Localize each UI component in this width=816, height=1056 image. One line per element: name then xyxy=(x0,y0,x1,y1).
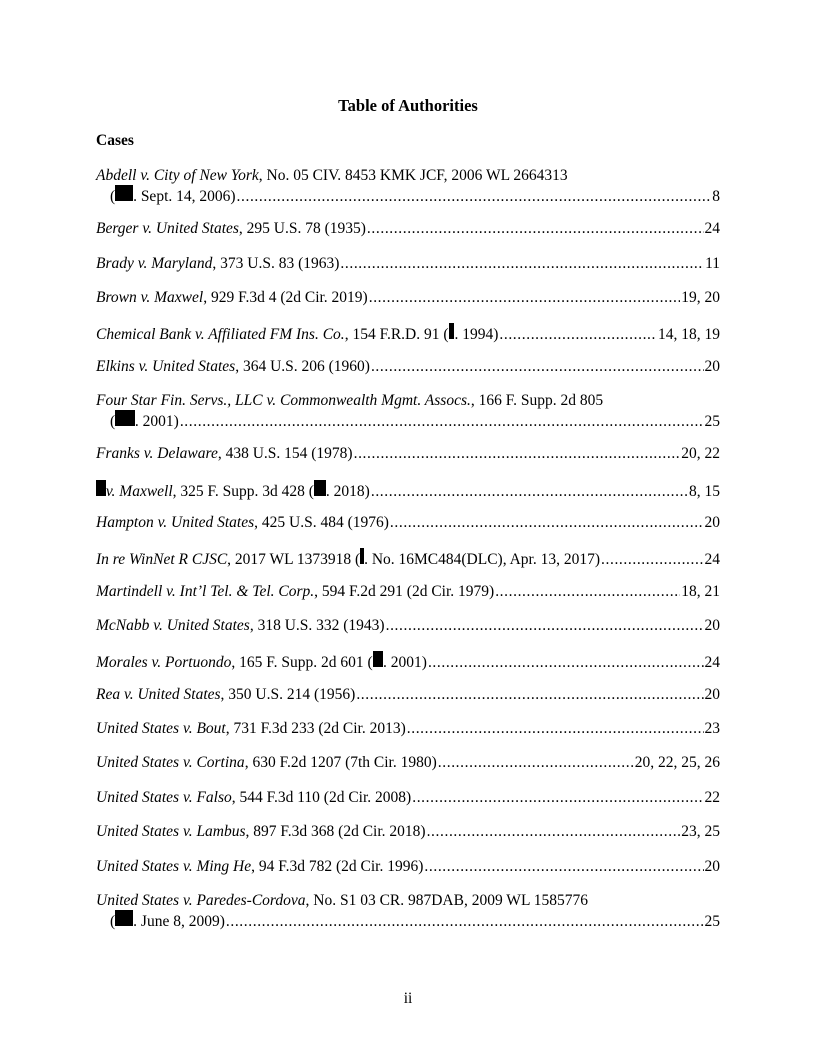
dot-leader xyxy=(356,686,703,704)
case-name: Rea v. United States xyxy=(96,686,221,703)
page-ref: 11 xyxy=(705,255,720,272)
case-name: United States v. Paredes-Cordova xyxy=(96,892,306,909)
citation: , 897 F.3d 368 (2d Cir. 2018) xyxy=(245,823,426,840)
case-name: Berger v. United States xyxy=(96,220,239,237)
citation: , 94 F.3d 782 (2d Cir. 1996) xyxy=(251,858,424,875)
dot-leader xyxy=(427,823,681,841)
citation: , 731 F.3d 233 (2d Cir. 2013) xyxy=(225,720,406,737)
dot-leader xyxy=(428,654,704,672)
citation: . No. 16MC484(DLC), Apr. 13, 2017) xyxy=(364,551,601,568)
dot-leader xyxy=(371,358,704,376)
page-ref: 8, 15 xyxy=(688,483,720,500)
dot-leader xyxy=(386,617,704,635)
toc-entry xyxy=(96,514,720,532)
citation: , 318 U.S. 332 (1943) xyxy=(249,617,385,634)
dot-leader xyxy=(369,289,681,307)
case-name: Martindell v. Int’l Tel. & Tel. Corp. xyxy=(96,583,315,600)
redaction-bar xyxy=(373,651,383,667)
citation: , 594 F.2d 291 (2d Cir. 1979) xyxy=(314,583,495,600)
page-ref: 24 xyxy=(704,654,720,671)
citation: , 630 F.2d 1207 (7th Cir. 1980) xyxy=(244,754,437,771)
case-name: United States v. Cortina xyxy=(96,754,245,771)
case-name: United States v. Lambus xyxy=(96,823,246,840)
citation: , 425 U.S. 484 (1976) xyxy=(254,514,389,531)
dot-leader xyxy=(438,754,634,772)
page-ref: 20 xyxy=(704,686,720,703)
toc-entry xyxy=(96,445,720,463)
citation: , 438 U.S. 154 (1978) xyxy=(217,445,353,462)
citation: , 295 U.S. 78 (1935) xyxy=(238,220,366,237)
case-name: Four Star Fin. Servs., LLC v. Commonwealth Mgmt. Assocs. xyxy=(96,392,471,409)
case-name: Elkins v. United States xyxy=(96,358,236,375)
citation: , 373 U.S. 83 (1963) xyxy=(212,255,340,272)
dot-leader xyxy=(412,789,703,807)
page-title: Table of Authorities xyxy=(338,96,478,115)
citation: . 2018) xyxy=(325,483,370,500)
redaction-bar xyxy=(115,185,133,201)
page-ref: 8 xyxy=(712,188,720,205)
case-name: Morales v. Portuondo xyxy=(96,654,232,671)
page-ref: 19, 20 xyxy=(681,289,720,306)
page-ref: 20 xyxy=(704,617,720,634)
toc-entry xyxy=(96,823,720,841)
toc-entry xyxy=(96,754,720,772)
page-ref: 20 xyxy=(704,358,720,375)
dot-leader xyxy=(495,583,680,601)
dot-leader xyxy=(371,483,688,501)
toc-entry xyxy=(96,651,720,672)
page-ref: 24 xyxy=(704,220,720,237)
citation: , 364 U.S. 206 (1960) xyxy=(235,358,370,375)
citation: . 2001) xyxy=(383,654,427,671)
toc-entry xyxy=(96,892,720,931)
case-name: Abdell v. City of New York xyxy=(96,167,259,184)
toc-entry xyxy=(96,686,720,704)
citation: ( xyxy=(110,188,116,205)
citation: . Sept. 14, 2006) xyxy=(133,188,236,205)
dot-leader xyxy=(340,255,704,273)
toc-entry xyxy=(96,858,720,876)
citation: , 929 F.3d 4 (2d Cir. 2019) xyxy=(203,289,368,306)
page-ref: 18, 21 xyxy=(681,583,720,600)
toc-entry xyxy=(96,480,720,501)
dot-leader xyxy=(499,326,657,344)
dot-leader xyxy=(367,220,704,238)
page-ref: 22 xyxy=(704,789,720,806)
redaction-bar xyxy=(314,480,326,496)
case-name: Hampton v. United States xyxy=(96,514,255,531)
toc-entry xyxy=(96,323,720,344)
toc-entry xyxy=(96,789,720,807)
section-heading: Cases xyxy=(96,132,134,149)
dot-leader xyxy=(390,514,704,532)
case-name: United States v. Ming He xyxy=(96,858,252,875)
case-name: Brady v. Maryland xyxy=(96,255,213,272)
citation: , 325 F. Supp. 3d 428 ( xyxy=(172,483,314,500)
toc-entry xyxy=(96,720,720,738)
case-name: Chemical Bank v. Affiliated FM Ins. Co. xyxy=(96,326,345,343)
case-name: v. Maxwell xyxy=(105,483,173,500)
dot-leader xyxy=(601,551,703,569)
toc-entry xyxy=(96,548,720,569)
toc-entry xyxy=(96,583,720,601)
toc-entry xyxy=(96,167,720,206)
page-ref: 23 xyxy=(704,720,720,737)
citation: . 1994) xyxy=(454,326,499,343)
citation: , 2017 WL 1373918 ( xyxy=(227,551,361,568)
toc-entry xyxy=(96,617,720,635)
page-ref: 25 xyxy=(704,913,720,930)
redaction-bar xyxy=(115,910,133,926)
page-ref: 14, 18, 19 xyxy=(658,326,720,343)
page-ref: 23, 25 xyxy=(681,823,720,840)
page-number: ii xyxy=(403,990,413,1007)
redaction-bar xyxy=(115,410,135,426)
citation: ( xyxy=(110,413,116,430)
dot-leader xyxy=(354,445,681,463)
citation: , 166 F. Supp. 2d 805 xyxy=(470,392,604,409)
case-name: United States v. Falso xyxy=(96,789,232,806)
dot-leader xyxy=(180,413,704,431)
page-ref: 20, 22, 25, 26 xyxy=(634,754,720,771)
toc-entry xyxy=(96,358,720,376)
page-ref: 24 xyxy=(704,551,720,568)
toc-entry xyxy=(96,289,720,307)
case-name: Franks v. Delaware xyxy=(96,445,218,462)
citation: . June 8, 2009) xyxy=(133,913,225,930)
page-ref: 20 xyxy=(704,514,720,531)
citation: , 350 U.S. 214 (1956) xyxy=(220,686,356,703)
citation: ( xyxy=(110,913,116,930)
citation: . 2001) xyxy=(134,413,179,430)
dot-leader xyxy=(407,720,704,738)
case-name: McNabb v. United States xyxy=(96,617,250,634)
redaction-bar xyxy=(96,480,106,496)
citation: , 544 F.3d 110 (2d Cir. 2008) xyxy=(231,789,412,806)
citation: , No. 05 CIV. 8453 KMK JCF, 2006 WL 2664313 xyxy=(258,167,568,184)
citation: , 165 F. Supp. 2d 601 ( xyxy=(231,654,373,671)
page-ref: 20, 22 xyxy=(681,445,720,462)
dot-leader xyxy=(237,188,712,206)
dot-leader xyxy=(226,913,704,931)
toc-entry xyxy=(96,220,720,238)
case-name: Brown v. Maxwel xyxy=(96,289,204,306)
page-ref: 25 xyxy=(704,413,720,430)
citation: , 154 F.R.D. 91 ( xyxy=(344,326,449,343)
dot-leader xyxy=(424,858,703,876)
case-name: In re WinNet R CJSC xyxy=(96,551,228,568)
toc-entry xyxy=(96,255,720,273)
case-name: United States v. Bout xyxy=(96,720,226,737)
page-ref: 20 xyxy=(704,858,720,875)
toc-entry xyxy=(96,392,720,431)
citation: , No. S1 03 CR. 987DAB, 2009 WL 1585776 xyxy=(305,892,588,909)
